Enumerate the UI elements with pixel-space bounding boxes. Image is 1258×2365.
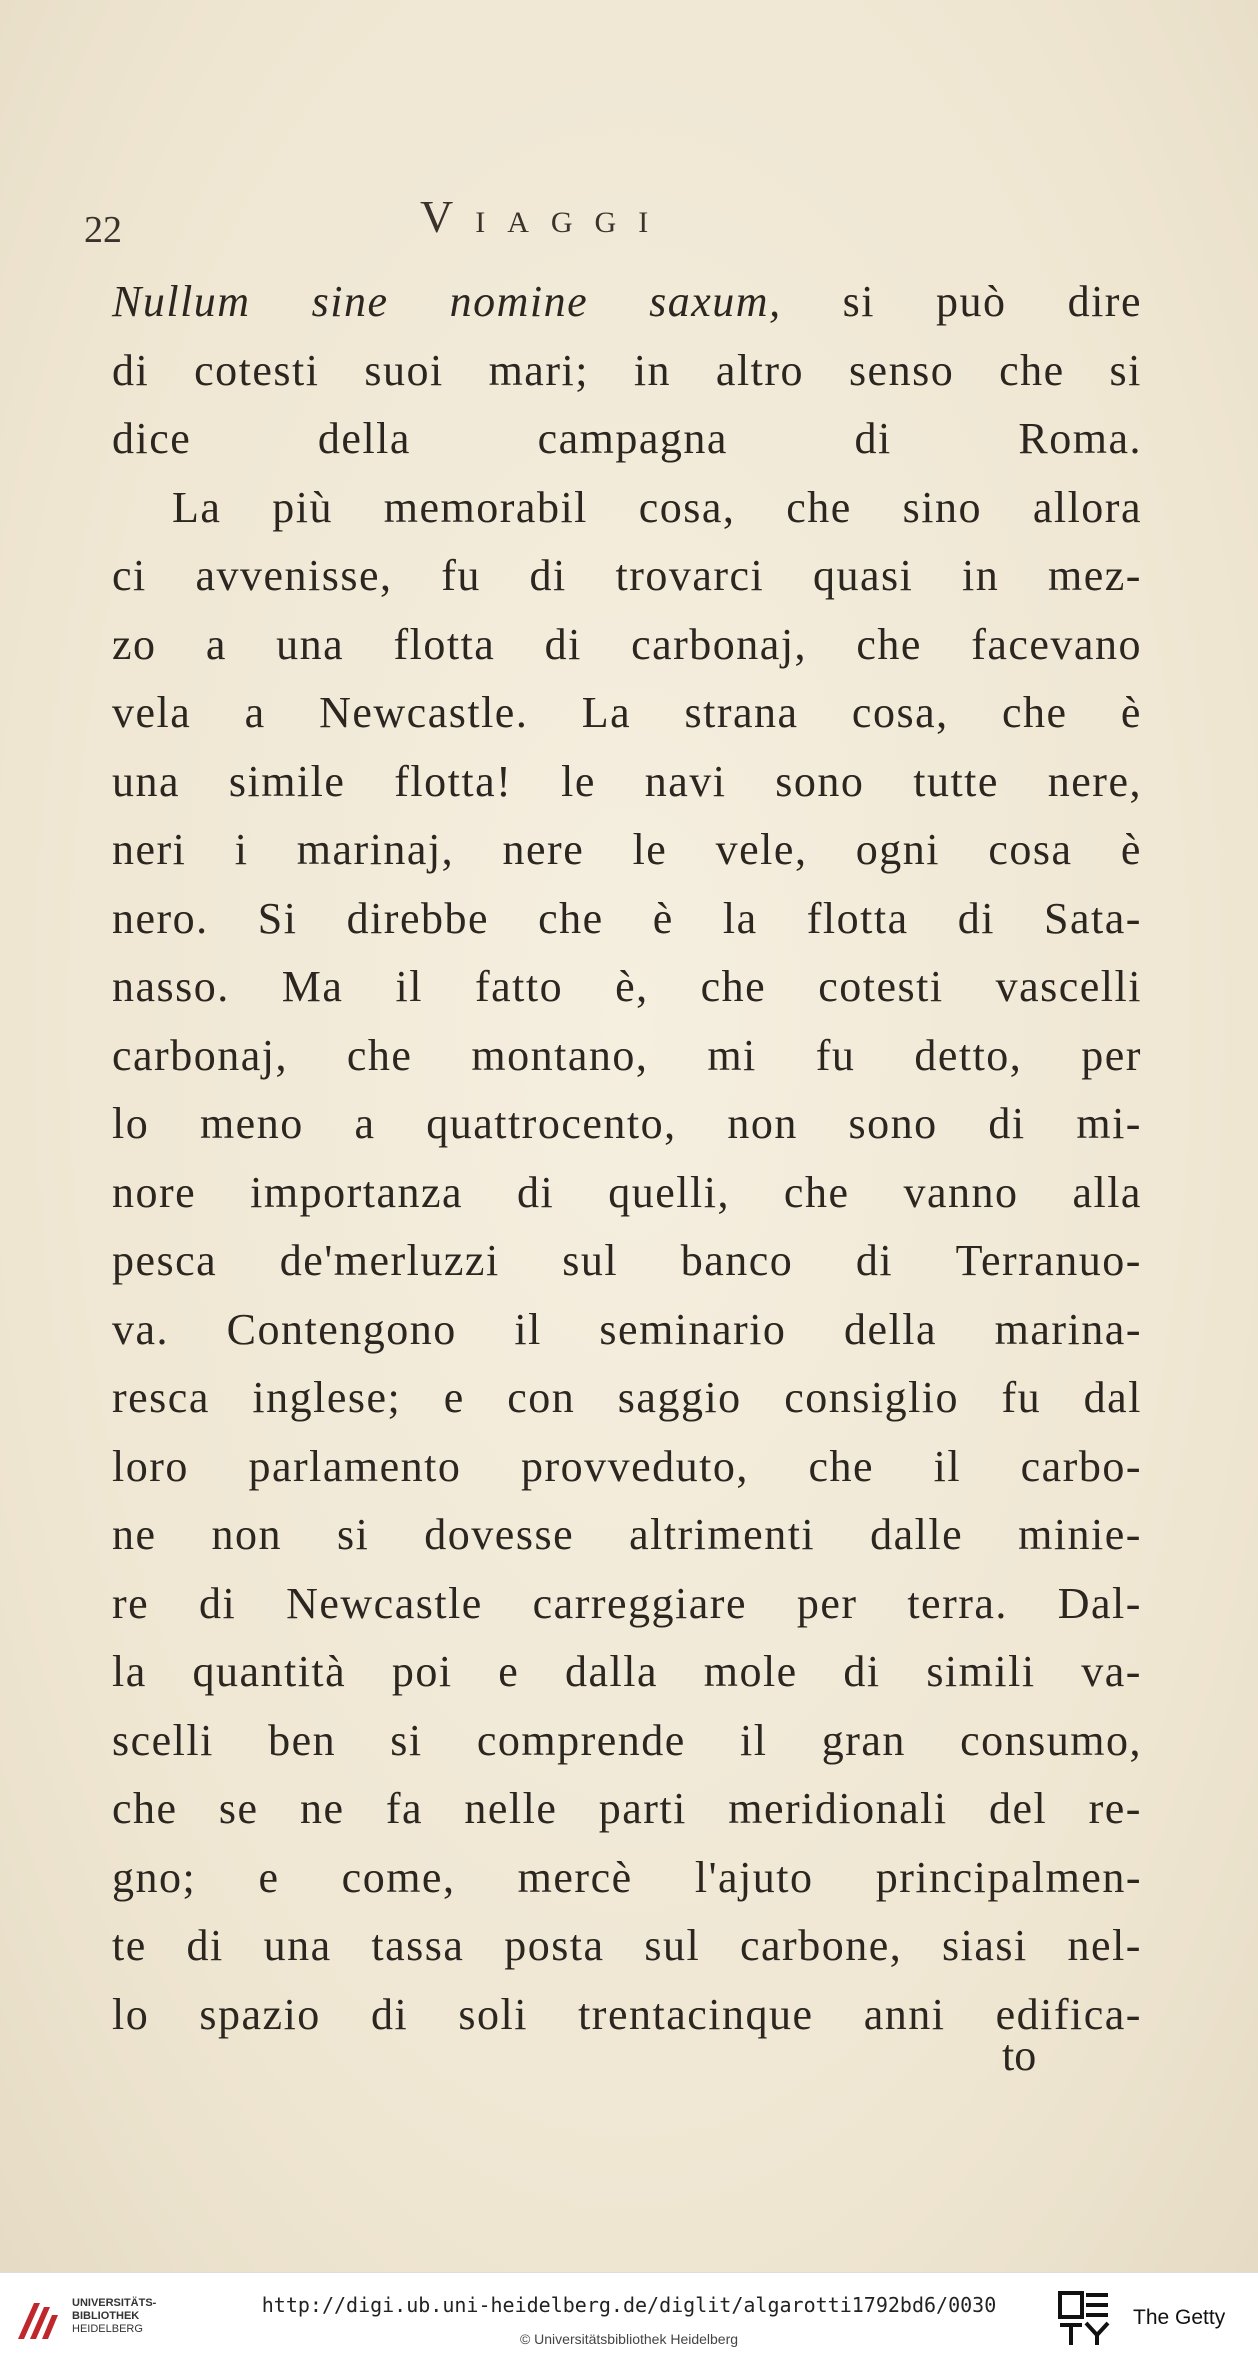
text-line bbox=[112, 1844, 1142, 1913]
text-line bbox=[112, 611, 1142, 680]
word: in bbox=[962, 551, 1000, 600]
word: di bbox=[199, 1578, 237, 1628]
word: dovesse bbox=[424, 1510, 575, 1559]
word: lo bbox=[112, 1989, 150, 2039]
word: Roma. bbox=[1018, 414, 1142, 463]
word: altro bbox=[715, 345, 805, 395]
word: nasso. bbox=[112, 962, 230, 1011]
word: la bbox=[722, 893, 758, 943]
word: carbonaj, bbox=[631, 619, 808, 669]
word: il bbox=[514, 1304, 542, 1354]
word: a bbox=[354, 1099, 376, 1148]
word: carbone, bbox=[740, 1921, 903, 1970]
word: che bbox=[538, 893, 604, 943]
text-line bbox=[112, 1433, 1142, 1502]
word: minie- bbox=[1018, 1510, 1142, 1559]
word: fa bbox=[385, 1784, 424, 1833]
running-title bbox=[420, 190, 670, 243]
word: fatto bbox=[474, 962, 564, 1011]
word: dalla bbox=[565, 1647, 659, 1696]
word: detto, bbox=[914, 1030, 1023, 1080]
word: una bbox=[263, 1921, 332, 1970]
word: neri bbox=[112, 825, 187, 874]
word: è bbox=[652, 893, 674, 943]
word: può bbox=[936, 277, 1007, 326]
text-line bbox=[112, 1296, 1142, 1365]
word: più bbox=[272, 482, 333, 532]
word: quelli, bbox=[608, 1167, 730, 1217]
word: allora bbox=[1032, 482, 1142, 532]
word: si bbox=[336, 1510, 370, 1559]
word: trovarci bbox=[615, 551, 765, 600]
word: che bbox=[999, 345, 1065, 395]
text-line bbox=[112, 542, 1142, 611]
copyright-notice: © Universitätsbibliothek Heidelberg bbox=[519, 2331, 739, 2347]
word: sul bbox=[644, 1921, 701, 1970]
word: ne bbox=[112, 1510, 157, 1559]
word: consumo, bbox=[960, 1715, 1142, 1765]
italic-word: sine bbox=[311, 277, 389, 326]
word: altrimenti bbox=[629, 1510, 816, 1559]
word: Si bbox=[257, 893, 298, 943]
word: come, bbox=[341, 1852, 456, 1902]
word: va- bbox=[1081, 1647, 1142, 1696]
running-title-rest: IAGGI bbox=[475, 206, 671, 239]
word: nel- bbox=[1067, 1921, 1142, 1970]
word: posta bbox=[504, 1921, 605, 1970]
footer-bar bbox=[0, 2272, 1258, 2365]
word: Sata- bbox=[1044, 893, 1142, 943]
word: campagna bbox=[537, 414, 728, 463]
text-line bbox=[112, 1707, 1142, 1776]
word: cotesti bbox=[194, 345, 320, 395]
word: edifica- bbox=[995, 1989, 1142, 2039]
word: le bbox=[561, 756, 596, 806]
word: carbo- bbox=[1020, 1441, 1142, 1491]
word: che bbox=[808, 1441, 875, 1491]
word: facevano bbox=[971, 619, 1142, 669]
word: Dal- bbox=[1057, 1578, 1142, 1628]
text-line bbox=[112, 1090, 1142, 1159]
catchword: to bbox=[1002, 2031, 1037, 2080]
text-line bbox=[112, 679, 1142, 748]
word: che bbox=[856, 619, 922, 669]
word: simile bbox=[228, 756, 346, 806]
word: le bbox=[632, 825, 668, 874]
word: soli bbox=[458, 1989, 528, 2039]
word: e bbox=[258, 1852, 280, 1902]
word: lo bbox=[112, 1099, 150, 1148]
text-line bbox=[112, 1364, 1142, 1433]
word: che bbox=[783, 1167, 850, 1217]
word: Terranuo- bbox=[955, 1236, 1142, 1285]
word: a bbox=[244, 688, 266, 737]
word: che bbox=[1001, 688, 1068, 737]
text-line bbox=[112, 1912, 1142, 1981]
word: per bbox=[796, 1578, 858, 1628]
page-header bbox=[0, 190, 1258, 260]
word: fu bbox=[441, 551, 481, 600]
word: quattrocento, bbox=[426, 1099, 677, 1148]
text-line bbox=[112, 1570, 1142, 1639]
word: e bbox=[498, 1647, 520, 1696]
word: l'ajuto bbox=[694, 1852, 814, 1902]
text-line bbox=[112, 816, 1142, 885]
word: mari; bbox=[488, 345, 589, 395]
word: si bbox=[390, 1715, 423, 1765]
word: di bbox=[843, 1647, 881, 1696]
text-line bbox=[112, 1159, 1142, 1228]
word: del bbox=[988, 1784, 1048, 1833]
italic-word: saxum, bbox=[649, 277, 782, 326]
word: flotta bbox=[393, 619, 496, 669]
word: carbonaj, bbox=[112, 1030, 288, 1080]
word: ogni bbox=[855, 825, 941, 874]
word: di bbox=[988, 1099, 1026, 1148]
italic-word: Nullum bbox=[112, 277, 251, 326]
word: che bbox=[112, 1784, 178, 1833]
word: importanza bbox=[250, 1167, 464, 1217]
word: sono bbox=[775, 756, 865, 806]
word: nere bbox=[502, 825, 585, 874]
word: si bbox=[1109, 345, 1142, 395]
word: si bbox=[842, 277, 875, 326]
word: è bbox=[1120, 825, 1142, 874]
word: senso bbox=[848, 345, 955, 395]
word: parti bbox=[598, 1784, 687, 1833]
source-url-link[interactable]: http://digi.ub.uni-heidelberg.de/diglit/algarotti1792bd6/0030 bbox=[261, 2293, 997, 2317]
word: mez- bbox=[1047, 551, 1142, 600]
word: fu bbox=[1001, 1373, 1042, 1422]
text-line bbox=[112, 1638, 1142, 1707]
word: dice bbox=[112, 414, 192, 463]
word: della bbox=[844, 1304, 938, 1354]
word: dire bbox=[1067, 277, 1142, 326]
word: vela bbox=[112, 688, 192, 737]
word: vascelli bbox=[995, 962, 1142, 1011]
word: loro bbox=[112, 1441, 189, 1491]
word: per bbox=[1081, 1030, 1142, 1080]
word: parlamento bbox=[248, 1441, 462, 1491]
word: non bbox=[211, 1510, 282, 1559]
word: de'merluzzi bbox=[279, 1236, 500, 1285]
word: re- bbox=[1088, 1784, 1142, 1833]
word: i bbox=[234, 825, 249, 874]
word: Newcastle bbox=[286, 1578, 483, 1628]
word: marina- bbox=[994, 1304, 1142, 1354]
word: una bbox=[112, 756, 181, 806]
word: scelli bbox=[112, 1715, 214, 1765]
text-line bbox=[112, 337, 1142, 406]
word: carreggiare bbox=[532, 1578, 747, 1628]
text-line bbox=[112, 1227, 1142, 1296]
word: è, bbox=[615, 962, 649, 1011]
word: quantità bbox=[192, 1647, 347, 1696]
word: cosa bbox=[988, 825, 1073, 874]
word: strana bbox=[684, 688, 799, 737]
text-line bbox=[112, 1022, 1142, 1091]
word: zo bbox=[112, 619, 157, 669]
word: dalle bbox=[870, 1510, 964, 1559]
word: sul bbox=[562, 1236, 619, 1285]
word: terra. bbox=[907, 1578, 1008, 1628]
word: che bbox=[346, 1030, 413, 1080]
word: di bbox=[957, 893, 995, 943]
word: di bbox=[854, 414, 892, 463]
word: sono bbox=[848, 1099, 938, 1148]
word: di bbox=[370, 1989, 409, 2039]
word: re bbox=[112, 1578, 150, 1628]
italic-word: nomine bbox=[449, 277, 589, 326]
word: comprende bbox=[476, 1715, 686, 1765]
word: una bbox=[276, 619, 345, 669]
word: anni bbox=[863, 1989, 946, 2039]
text-line bbox=[112, 1981, 1142, 2050]
word: Newcastle. bbox=[319, 688, 529, 737]
word: simili bbox=[926, 1647, 1036, 1696]
word: mercè bbox=[517, 1852, 633, 1902]
word: mole bbox=[703, 1647, 798, 1696]
word: provveduto, bbox=[520, 1441, 749, 1491]
word: con bbox=[507, 1373, 576, 1422]
word: di bbox=[112, 345, 150, 395]
word: direbbe bbox=[346, 893, 490, 943]
word: non bbox=[727, 1099, 798, 1148]
word: cosa, bbox=[638, 482, 736, 532]
word: cosa, bbox=[851, 688, 949, 737]
word: a bbox=[205, 619, 227, 669]
word: il bbox=[395, 962, 423, 1011]
word: resca bbox=[112, 1373, 210, 1422]
word: di bbox=[529, 551, 567, 600]
word: banco bbox=[680, 1236, 794, 1285]
word: va. bbox=[112, 1304, 170, 1354]
word: poi bbox=[391, 1647, 453, 1696]
word: mi bbox=[707, 1030, 757, 1080]
word: gno; bbox=[112, 1852, 197, 1902]
word: avvenisse, bbox=[195, 551, 393, 600]
word: e bbox=[443, 1373, 465, 1422]
word: gran bbox=[821, 1715, 906, 1765]
word: marinaj, bbox=[296, 825, 455, 874]
word: alla bbox=[1072, 1167, 1142, 1217]
word: meridionali bbox=[728, 1784, 948, 1833]
word: è bbox=[1120, 688, 1142, 737]
word: La bbox=[581, 688, 632, 737]
text-line bbox=[112, 748, 1142, 817]
word: la bbox=[112, 1647, 147, 1696]
word: in bbox=[633, 345, 672, 395]
page-number: 22 bbox=[84, 209, 122, 251]
word: che bbox=[700, 962, 767, 1011]
word: memorabil bbox=[383, 482, 588, 532]
body-text bbox=[112, 268, 1142, 2049]
word: ben bbox=[268, 1715, 337, 1765]
word: trentacinque bbox=[578, 1989, 814, 2039]
word: se bbox=[218, 1784, 259, 1833]
word: vanno bbox=[903, 1167, 1019, 1217]
word: di bbox=[517, 1167, 555, 1217]
word: spazio bbox=[199, 1989, 321, 2039]
word: nore bbox=[112, 1167, 197, 1217]
word: nelle bbox=[464, 1784, 558, 1833]
running-title-initial: V bbox=[420, 191, 476, 242]
word: pesca bbox=[112, 1236, 218, 1285]
word: il bbox=[740, 1715, 768, 1765]
text-line bbox=[112, 405, 1142, 474]
word: consiglio bbox=[784, 1373, 960, 1422]
word: tutte bbox=[913, 756, 999, 806]
word: meno bbox=[199, 1099, 304, 1148]
word: te bbox=[112, 1921, 147, 1970]
word: Contengono bbox=[226, 1304, 457, 1354]
word: navi bbox=[644, 756, 727, 806]
word: il bbox=[933, 1441, 962, 1491]
word: di bbox=[855, 1236, 894, 1285]
word: dal bbox=[1083, 1373, 1142, 1422]
word: nero. bbox=[112, 893, 209, 943]
getty-logo-icon bbox=[1058, 2291, 1110, 2347]
library-name-line2: BIBLIOTHEK bbox=[72, 2310, 140, 2322]
word: La bbox=[172, 482, 222, 532]
word: suoi bbox=[364, 345, 444, 395]
word: flotta bbox=[806, 893, 909, 943]
word: principalmen- bbox=[875, 1852, 1142, 1902]
word: saggio bbox=[617, 1373, 742, 1422]
text-line bbox=[112, 885, 1142, 954]
word: inglese; bbox=[252, 1373, 402, 1422]
library-name-line3: HEIDELBERG bbox=[72, 2323, 143, 2335]
text-line bbox=[112, 953, 1142, 1022]
word: di bbox=[186, 1921, 224, 1970]
text-line bbox=[112, 474, 1142, 543]
word: montano, bbox=[471, 1030, 649, 1080]
word: mi- bbox=[1076, 1099, 1142, 1148]
word: sino bbox=[902, 482, 982, 532]
text-line bbox=[112, 1501, 1142, 1570]
word: ci bbox=[112, 551, 147, 600]
text-line bbox=[112, 1775, 1142, 1844]
word: nere, bbox=[1047, 756, 1142, 806]
word: della bbox=[317, 414, 411, 463]
word: che bbox=[786, 482, 852, 532]
text-line bbox=[112, 268, 1142, 337]
library-name-line1: UNIVERSITÄTS- bbox=[72, 2297, 157, 2309]
word: flotta! bbox=[394, 756, 513, 806]
word: tassa bbox=[371, 1921, 465, 1970]
word: ne bbox=[299, 1784, 345, 1833]
word: fu bbox=[815, 1030, 856, 1080]
partner-name: The Getty bbox=[1133, 2306, 1226, 2329]
word: vele, bbox=[715, 825, 808, 874]
word: siasi bbox=[942, 1921, 1028, 1970]
word: Ma bbox=[281, 962, 344, 1011]
word: di bbox=[544, 619, 582, 669]
word: quasi bbox=[812, 551, 914, 600]
word: seminario bbox=[599, 1304, 787, 1354]
word: cotesti bbox=[818, 962, 944, 1011]
